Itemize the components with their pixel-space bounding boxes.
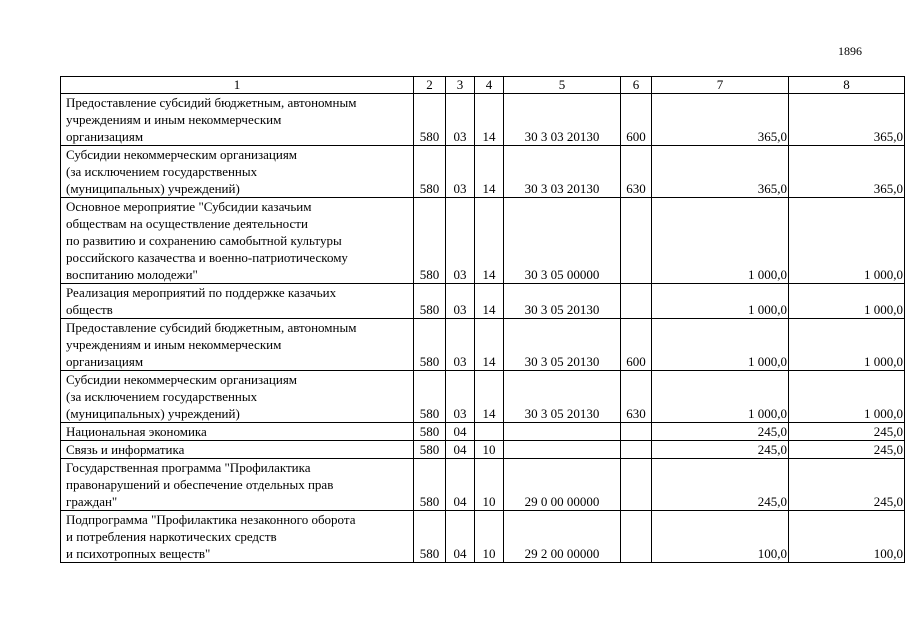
table-row — [61, 94, 905, 146]
cell-section-code: 03 — [446, 94, 475, 146]
cell-subsection-code: 10 — [475, 459, 504, 511]
cell-amount-col8: 100,0 — [789, 511, 905, 563]
cell-target-article: 30 3 05 20130 — [504, 319, 621, 371]
cell-subsection-code: 14 — [475, 198, 504, 284]
cell-ministry-code: 580 — [414, 371, 446, 423]
cell-subsection-code: 14 — [475, 371, 504, 423]
cell-target-article — [504, 423, 621, 441]
cell-target-article: 29 2 00 00000 — [504, 511, 621, 563]
cell-target-article: 30 3 05 20130 — [504, 371, 621, 423]
cell-ministry-code: 580 — [414, 511, 446, 563]
cell-expense-type — [621, 459, 652, 511]
cell-ministry-code: 580 — [414, 198, 446, 284]
column-header: 3 — [446, 77, 475, 94]
cell-expense-type — [621, 284, 652, 319]
cell-subsection-code: 10 — [475, 441, 504, 459]
cell-section-code: 04 — [446, 459, 475, 511]
column-header: 7 — [652, 77, 789, 94]
cell-ministry-code: 580 — [414, 441, 446, 459]
cell-amount-col7: 365,0 — [652, 146, 789, 198]
cell-target-article: 29 0 00 00000 — [504, 459, 621, 511]
cell-amount-col7: 1 000,0 — [652, 371, 789, 423]
row-name: Предоставление субсидий бюджетным, автономным учреждениям и иным некоммерческим организациям — [61, 94, 414, 146]
cell-amount-col8: 245,0 — [789, 459, 905, 511]
cell-expense-type — [621, 198, 652, 284]
cell-section-code: 04 — [446, 511, 475, 563]
row-name: Предоставление субсидий бюджетным, автономным учреждениям и иным некоммерческим организациям — [61, 319, 414, 371]
cell-amount-col7: 245,0 — [652, 423, 789, 441]
cell-expense-type: 630 — [621, 371, 652, 423]
table-row — [61, 198, 905, 284]
table-row — [61, 441, 905, 459]
cell-amount-col8: 1 000,0 — [789, 284, 905, 319]
cell-amount-col8: 245,0 — [789, 423, 905, 441]
cell-section-code: 04 — [446, 423, 475, 441]
row-name: Субсидии некоммерческим организациям (за исключением государственных (муниципальных) учреждений) — [61, 371, 414, 423]
table-row — [61, 423, 905, 441]
table-row — [61, 511, 905, 563]
cell-ministry-code: 580 — [414, 423, 446, 441]
table-row — [61, 146, 905, 198]
cell-ministry-code: 580 — [414, 94, 446, 146]
cell-amount-col7: 100,0 — [652, 511, 789, 563]
cell-subsection-code: 10 — [475, 511, 504, 563]
cell-expense-type — [621, 511, 652, 563]
table-row — [61, 459, 905, 511]
cell-expense-type: 630 — [621, 146, 652, 198]
cell-section-code: 03 — [446, 371, 475, 423]
column-header: 5 — [504, 77, 621, 94]
cell-target-article — [504, 441, 621, 459]
cell-amount-col8: 1 000,0 — [789, 319, 905, 371]
cell-amount-col8: 1 000,0 — [789, 371, 905, 423]
cell-ministry-code: 580 — [414, 319, 446, 371]
cell-amount-col7: 365,0 — [652, 94, 789, 146]
cell-amount-col7: 1 000,0 — [652, 284, 789, 319]
cell-subsection-code — [475, 423, 504, 441]
cell-section-code: 03 — [446, 284, 475, 319]
cell-subsection-code: 14 — [475, 146, 504, 198]
column-header: 4 — [475, 77, 504, 94]
cell-target-article: 30 3 03 20130 — [504, 146, 621, 198]
table-row — [61, 319, 905, 371]
cell-expense-type — [621, 423, 652, 441]
cell-section-code: 03 — [446, 198, 475, 284]
cell-target-article: 30 3 05 20130 — [504, 284, 621, 319]
cell-amount-col7: 1 000,0 — [652, 319, 789, 371]
cell-ministry-code: 580 — [414, 146, 446, 198]
cell-section-code: 04 — [446, 441, 475, 459]
table-row — [61, 284, 905, 319]
cell-amount-col8: 365,0 — [789, 146, 905, 198]
cell-ministry-code: 580 — [414, 459, 446, 511]
cell-amount-col7: 245,0 — [652, 459, 789, 511]
cell-ministry-code: 580 — [414, 284, 446, 319]
column-header: 8 — [789, 77, 905, 94]
column-header: 2 — [414, 77, 446, 94]
row-name: Национальная экономика — [61, 423, 414, 441]
cell-expense-type: 600 — [621, 94, 652, 146]
row-name: Связь и информатика — [61, 441, 414, 459]
row-name: Подпрограмма "Профилактика незаконного оборота и потребления наркотических средств и психотропных веществ" — [61, 511, 414, 563]
cell-expense-type: 600 — [621, 319, 652, 371]
cell-target-article: 30 3 03 20130 — [504, 94, 621, 146]
row-name: Реализация мероприятий по поддержке казачьих обществ — [61, 284, 414, 319]
budget-table — [60, 76, 905, 563]
cell-subsection-code: 14 — [475, 94, 504, 146]
cell-amount-col8: 1 000,0 — [789, 198, 905, 284]
table-header-row — [61, 77, 905, 94]
cell-amount-col7: 1 000,0 — [652, 198, 789, 284]
row-name: Субсидии некоммерческим организациям (за исключением государственных (муниципальных) учреждений) — [61, 146, 414, 198]
cell-amount-col7: 245,0 — [652, 441, 789, 459]
cell-subsection-code: 14 — [475, 319, 504, 371]
row-name: Государственная программа "Профилактика правонарушений и обеспечение отдельных прав граждан" — [61, 459, 414, 511]
cell-target-article: 30 3 05 00000 — [504, 198, 621, 284]
cell-amount-col8: 245,0 — [789, 441, 905, 459]
page-number: 1896 — [838, 44, 862, 58]
cell-subsection-code: 14 — [475, 284, 504, 319]
column-header: 1 — [61, 77, 414, 94]
row-name: Основное мероприятие "Субсидии казачьим обществам на осуществление деятельности по развитию и сохранению самобытной культуры российского казачества и военно-патриотическому воспитанию молодежи" — [61, 198, 414, 284]
table-row — [61, 371, 905, 423]
cell-section-code: 03 — [446, 319, 475, 371]
cell-section-code: 03 — [446, 146, 475, 198]
column-header: 6 — [621, 77, 652, 94]
cell-amount-col8: 365,0 — [789, 94, 905, 146]
cell-expense-type — [621, 441, 652, 459]
